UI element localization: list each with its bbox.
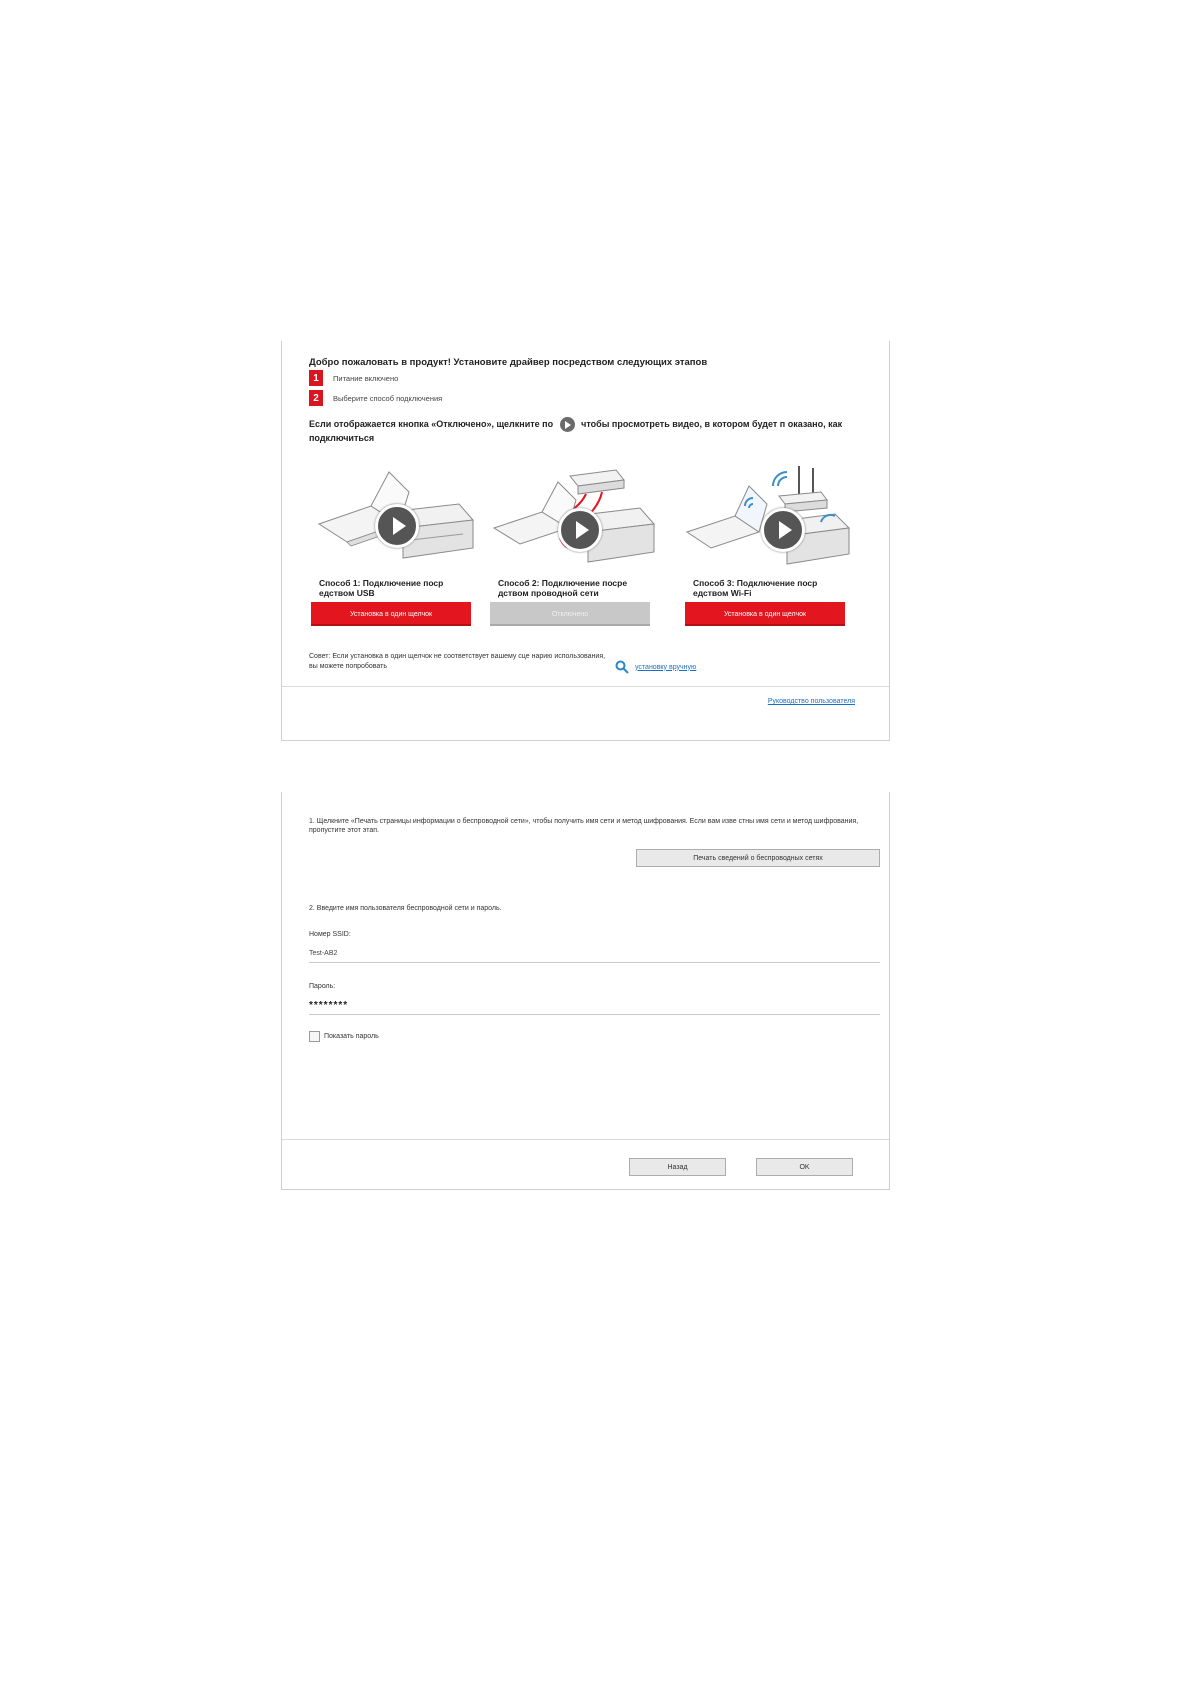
wireless-setup-dialog [281,792,890,1190]
one-click-install-usb-button[interactable]: Установка в один щелчок [311,602,471,626]
step-number: 1 [309,370,323,386]
play-video-icon[interactable] [558,508,602,552]
ssid-label: Номер SSID: [309,931,351,938]
method-title: Способ 1: Подключение поср едством USB [319,578,444,598]
tip-text: Совет: Если установка в один щелчок не соответствует вашему сце нарию использования, вы можете попробовать [309,653,606,670]
show-password-checkbox[interactable] [309,1031,320,1042]
wired-illustration [490,466,660,566]
step-label: Питание включено [333,373,399,383]
ok-button[interactable]: OK [756,1158,853,1176]
divider [282,686,889,687]
play-video-icon[interactable] [375,504,419,548]
welcome-heading: Добро пожаловать в продукт! Установите драйвер посредством следующих этапов [309,357,708,368]
usb-illustration [311,466,481,566]
method-wired [490,466,660,618]
wifi-illustration [685,466,855,566]
show-password-label: Показать пароль [324,1033,379,1040]
play-icon[interactable] [560,417,575,432]
step-number: 2 [309,390,323,406]
method-wifi [685,466,855,618]
print-wireless-info-button[interactable]: Печать сведений о беспроводных сетях [636,849,880,867]
method-title: Способ 3: Подключение поср едством Wi-Fi [693,578,818,598]
password-label: Пароль: [309,983,336,990]
step-label: Выберите способ подключения [333,393,443,403]
magnifier-icon [615,660,629,674]
ssid-input[interactable] [309,944,880,963]
instruction-step-2: 2. Введите имя пользователя беспроводной сети и пароль. [309,905,502,912]
step-choose-method [309,390,442,406]
disabled-wired-button[interactable]: Отключено [490,602,650,626]
manual-install-link[interactable]: установку вручную [635,663,697,671]
step-power-on [309,370,398,386]
video-hint [309,417,874,444]
show-password-toggle[interactable] [309,1031,379,1042]
divider [282,1139,889,1140]
instruction-step-1: 1. Щелкните «Печать страницы информации о беспроводной сети», чтобы получить имя сети и метод шифрования. Если вам изве стны имя сети и метод шифрования, пропустите этот этап. [309,818,859,834]
user-guide-link[interactable]: Руководство пользователя [767,698,855,705]
installer-connection-dialog [281,341,890,741]
back-button[interactable]: Назад [629,1158,726,1176]
password-input[interactable] [309,996,880,1015]
method-title: Способ 2: Подключение посре дством проводной сети [498,578,628,598]
method-usb [311,466,481,618]
hint-text-before: Если отображается кнопка «Отключено», щелкните по [309,418,554,429]
manual-install[interactable] [615,660,696,674]
one-click-install-wifi-button[interactable]: Установка в один щелчок [685,602,845,626]
play-video-icon[interactable] [761,508,805,552]
hint-text-after: чтобы просмотреть видео, в котором будет п оказано, как подключиться [309,418,843,443]
